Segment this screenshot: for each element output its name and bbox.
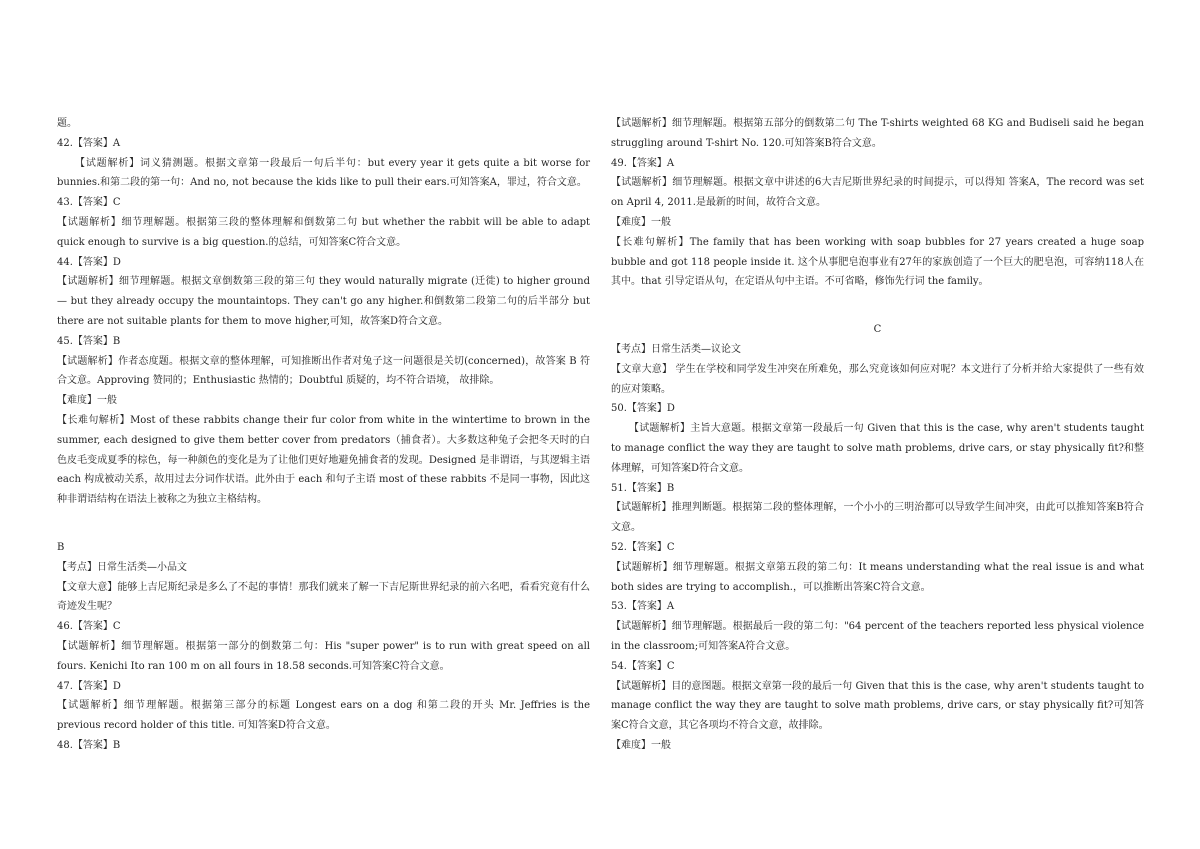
right-paragraph: 【试题解析】细节理解题。根据最后一段的第二句："64 percent of the teachers reported less physical violence in the classroom;可知答案A符合文意。	[611, 621, 1144, 652]
right-paragraph: 【难度】一般	[611, 739, 671, 751]
right-paragraph: C	[873, 324, 882, 336]
right-paragraph: 【试题解析】细节理解题。根据文章中讲述的6大吉尼斯世界纪录的时间提示，可以得知 答案A，The record was set on April 4, 2011.是最新的时间，故符合文意。	[611, 177, 1144, 209]
left-paragraph: 【试题解析】词义猜测题。根据文章第一段最后一句后半句：but every year it gets quite a bit worse for bunnies.和第二段的第一句：And no, not because the kids like to pull their ears.可知答案A，罪过，符合文意。	[57, 157, 590, 189]
right-paragraph: 52.【答案】C	[611, 541, 675, 553]
left-column	[57, 114, 590, 756]
left-paragraph: 【长难句解析】Most of these rabbits change their fur color from white in the wintertime to brown in the summer, each designed to give them better cover from predators（捕食者）。大多数这种兔子会把冬天时的白色皮毛变成夏季的棕色，每一种颜色的变化是为了让他们更好地避免捕食者的发现。Designed 是非谓语，与其逻辑主语 each 构成被动关系，故用过去分词作状语。此外由于 each 和句子主语 most of these rabbits 不是同一事物，因此这种非谓语结构在语法上被称之为独立主格结构。	[57, 414, 590, 506]
right-paragraph: 50.【答案】D	[611, 403, 675, 415]
right-paragraph: 【试题解析】推理判断题。根据第二段的整体理解，一个小小的三明治都可以导致学生间冲突，由此可以推知答案B符合文意。	[611, 502, 1144, 534]
left-paragraph: 【试题解析】细节理解题。根据第三段的整体理解和倒数第二句 but whether the rabbit will be able to adapt quick enough to survive is a big question.的总结，可知答案C符合文意。	[57, 216, 590, 248]
left-paragraph: 42.【答案】A	[57, 137, 121, 149]
left-paragraph: 48.【答案】B	[57, 739, 121, 751]
right-paragraph: 【考点】日常生活类—议论文	[611, 343, 741, 355]
left-paragraph: 45.【答案】B	[57, 335, 121, 347]
right-paragraph: 【试题解析】目的意图题。根据文章第一段的最后一句 Given that this is the case, why aren't students taught to manage conflict the way they are taught to solve math problems, drive cars, or stay physically fit?可知答案C符合文意，其它各项均不符合文意，故排除。	[611, 680, 1144, 732]
left-paragraph: 47.【答案】D	[57, 680, 121, 692]
right-paragraph: 54.【答案】C	[611, 660, 675, 672]
left-paragraph: 【试题解析】细节理解题。根据第一部分的倒数第二句：His "super power" is to run with great speed on all fours. Kenichi Ito ran 100 m on all fours in 18.58 seconds.可知答案C符合文意。	[57, 640, 590, 672]
right-paragraph	[611, 292, 1144, 320]
left-paragraph: 题。	[57, 118, 77, 129]
left-paragraph: 【试题解析】作者态度题。根据文章的整体理解，可知推断出作者对兔子这一问题很是关切(concerned)，故答案 B 符合文意。Approving 赞同的；Enthusiastic 热情的；Doubtful 质疑的，均不符合语境， 故排除。	[57, 355, 590, 387]
left-paragraph: 【试题解析】细节理解题。根据文章倒数第三段的第三句 they would naturally migrate (迁徙) to higher ground — but they already occupy the mountaintops. They can't go any higher.和倒数第二段第二句的后半部分 but there are not suitable plants for them to move higher,可知，故答案D符合文意。	[57, 276, 590, 327]
left-paragraph: 43.【答案】C	[57, 197, 121, 209]
left-paragraph: 【文章大意】能够上吉尼斯纪录是多么了不起的事情！那我们就来了解一下吉尼斯世界纪录的前六名吧，看看究竟有什么奇迹发生呢？	[57, 581, 590, 613]
left-paragraph: 【考点】日常生活类—小品文	[57, 561, 187, 573]
right-paragraph: 【长难句解析】The family that has been working with soap bubbles for 27 years created a huge soap bubble and got 118 people inside it. 这个从事肥皂泡事业有27年的家族创造了一个巨大的肥皂泡，可容纳118人在其中。that 引导定语从句，在定语从句中主语。不可省略，修饰先行词 the family。	[611, 236, 1144, 288]
right-paragraph: 【文章大意】 学生在学校和同学发生冲突在所难免，那么究竟该如何应对呢？本文进行了分析并给大家提供了一些有效的应对策略。	[611, 363, 1144, 395]
right-column	[611, 114, 1144, 756]
left-paragraph: 【试题解析】细节理解题。根据第三部分的标题 Longest ears on a dog 和第二段的开头 Mr. Jeffries is the previous record holder of this title. 可知答案D符合文意。	[57, 700, 590, 732]
left-paragraph: 44.【答案】D	[57, 256, 121, 268]
right-paragraph: 【试题解析】细节理解题。根据第五部分的倒数第二句 The T-shirts weighted 68 KG and Budiseli said he began struggling around T-shirt No. 120.可知答案B符合文意。	[611, 118, 1144, 149]
left-paragraph: 46.【答案】C	[57, 621, 121, 633]
right-paragraph: 49.【答案】A	[611, 157, 675, 169]
right-paragraph: 53.【答案】A	[611, 601, 675, 613]
right-paragraph: 【试题解析】细节理解题。根据文章第五段的第二句：It means understanding what the real issue is and what both sides are trying to accomplish.，可以推断出答案C符合文意。	[611, 561, 1144, 593]
right-paragraph: 51.【答案】B	[611, 482, 675, 494]
left-paragraph	[57, 510, 590, 538]
left-paragraph: B	[57, 541, 65, 553]
right-paragraph: 【试题解析】主旨大意题。根据文章第一段最后一句 Given that this is the case, why aren't students taught to manage conflict the way they are taught to solve math problems, drive cars, or stay physically fit?和整体理解，可知答案D符合文意。	[611, 423, 1144, 474]
left-paragraph: 【难度】一般	[57, 395, 117, 407]
right-paragraph: 【难度】一般	[611, 216, 671, 228]
